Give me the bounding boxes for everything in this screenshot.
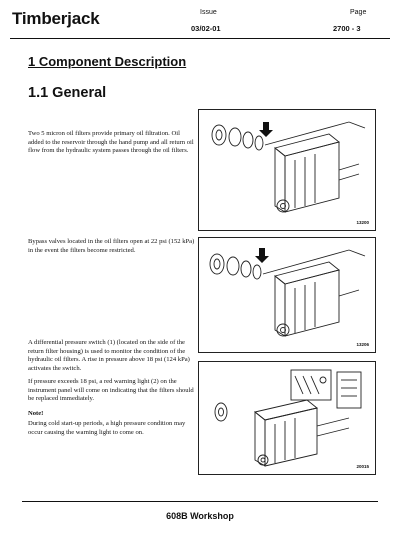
arrow-icon <box>259 122 273 137</box>
paragraph-filtration: Two 5 micron oil filters provide primary oil filtration. Oil added to the reservoir through the hand pump and all return oil flow from the hydraulic system passes through the oil filters. <box>28 130 194 155</box>
section-subtitle: 1.1 General <box>28 85 107 101</box>
paragraph-warning-light: If pressure exceeds 18 psi, a red warning light (2) on the instrument panel will come on indicating that the filters should be replaced immediately. <box>28 378 194 403</box>
figure-pressure-switch <box>198 361 376 475</box>
filter-assembly-drawing <box>199 110 375 230</box>
figure-bypass-valves <box>198 237 376 353</box>
pressure-switch-drawing <box>199 362 375 474</box>
paragraph-pressure-switch: A differential pressure switch (1) (located on the side of the return filter housing) is used to monitor the condition of the hydraulic oil filters. A rise in pressure above 18 psi (124 kPa) activates the switch. <box>28 339 190 372</box>
figure-number: 13206 <box>356 342 369 347</box>
footer-rule <box>22 501 378 502</box>
paragraph-bypass-valves: Bypass valves located in the oil filters open at 22 psi (152 kPa) in the event the filters become restricted. <box>28 238 195 254</box>
figure-number: 13200 <box>356 220 369 225</box>
bypass-valves-drawing <box>199 238 375 352</box>
note-text: During cold start-up periods, a high pressure condition may occur causing the warning light to come on. <box>28 420 186 436</box>
brand-logo-text: Timberjack <box>12 9 100 28</box>
issue-label: Issue <box>200 9 217 16</box>
page-label: Page <box>350 9 367 16</box>
note-title: Note! <box>28 410 44 417</box>
issue-value: 03/02-01 <box>191 24 221 33</box>
footer-text: 608B Workshop <box>166 511 234 521</box>
page-number: 2700 - 3 <box>333 24 361 33</box>
header-rule <box>10 38 390 39</box>
arrow-icon <box>255 248 269 263</box>
section-title: 1 Component Description <box>28 54 187 69</box>
figure-filter-assembly <box>198 109 376 231</box>
figure-number: 20015 <box>356 464 369 469</box>
